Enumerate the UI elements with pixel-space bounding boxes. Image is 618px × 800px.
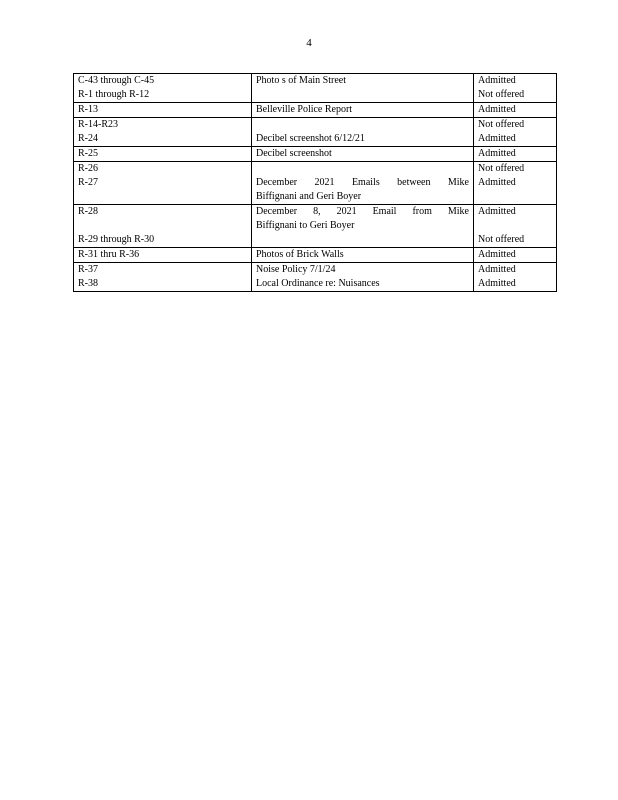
- exhibit-cell: [74, 205, 252, 248]
- blank-line: [478, 219, 552, 233]
- exhibit-description: Local Ordinance re: Nuisances: [256, 278, 380, 289]
- table-row: [74, 118, 557, 147]
- exhibit-status: Not offered: [478, 89, 525, 100]
- status-cell: [474, 248, 557, 263]
- exhibit-number: R-24: [78, 133, 98, 144]
- blank-line: [256, 162, 469, 176]
- exhibit-description: Belleville Police Report: [256, 104, 353, 115]
- exhibit-number: R-38: [78, 278, 98, 289]
- description-cell: [252, 263, 474, 292]
- exhibit-description: Biffignani to Geri Boyer: [256, 220, 355, 231]
- status-cell: [474, 74, 557, 103]
- exhibit-status: Admitted: [478, 264, 516, 275]
- table-row: [74, 74, 557, 103]
- exhibit-table: [73, 73, 557, 292]
- exhibit-status: Admitted: [478, 206, 516, 217]
- description-cell: [252, 147, 474, 162]
- exhibit-description: December 8, 2021 Email from Mike: [256, 206, 469, 217]
- table-row: [74, 263, 557, 292]
- table-row: [74, 103, 557, 118]
- exhibit-number: R-25: [78, 148, 98, 159]
- exhibit-status: Admitted: [478, 133, 516, 144]
- table-row: [74, 162, 557, 205]
- exhibit-cell: [74, 248, 252, 263]
- status-cell: [474, 147, 557, 162]
- description-cell: [252, 103, 474, 118]
- exhibit-status: Not offered: [478, 234, 525, 245]
- exhibit-status: Admitted: [478, 148, 516, 159]
- exhibit-number: R-27: [78, 177, 98, 188]
- table-row: [74, 147, 557, 162]
- status-cell: [474, 162, 557, 205]
- exhibit-cell: [74, 118, 252, 147]
- exhibit-status: Admitted: [478, 278, 516, 289]
- exhibit-status: Admitted: [478, 104, 516, 115]
- exhibit-description: Photos of Brick Walls: [256, 249, 344, 260]
- table-row: [74, 248, 557, 263]
- exhibit-number: R-26: [78, 163, 98, 174]
- exhibit-number: R-29 through R-30: [78, 234, 155, 245]
- exhibit-status: Admitted: [478, 75, 516, 86]
- exhibit-status: Admitted: [478, 249, 516, 260]
- description-cell: [252, 248, 474, 263]
- description-cell: [252, 118, 474, 147]
- exhibit-cell: [74, 103, 252, 118]
- blank-line: [256, 118, 469, 132]
- exhibit-number: R-1 through R-12: [78, 89, 150, 100]
- exhibit-status: Admitted: [478, 177, 516, 188]
- status-cell: [474, 118, 557, 147]
- table-row: [74, 205, 557, 248]
- exhibit-number: R-31 thru R-36: [78, 249, 140, 260]
- page-number: 4: [306, 37, 312, 49]
- status-cell: [474, 263, 557, 292]
- description-cell: [252, 74, 474, 103]
- exhibit-cell: [74, 74, 252, 103]
- exhibit-cell: [74, 147, 252, 162]
- exhibit-description: December 2021 Emails between Mike: [256, 177, 469, 188]
- exhibit-description: Decibel screenshot: [256, 148, 332, 159]
- description-cell: [252, 205, 474, 248]
- status-cell: [474, 205, 557, 248]
- exhibit-number: R-28: [78, 206, 98, 217]
- blank-line: [78, 219, 247, 233]
- exhibit-cell: [74, 162, 252, 205]
- exhibit-cell: [74, 263, 252, 292]
- exhibit-description: Photo s of Main Street: [256, 75, 346, 86]
- exhibit-description: Decibel screenshot 6/12/21: [256, 133, 365, 144]
- exhibit-status: Not offered: [478, 163, 525, 174]
- exhibit-number: C-43 through C-45: [78, 75, 155, 86]
- description-cell: [252, 162, 474, 205]
- exhibit-description: Biffignani and Geri Boyer: [256, 191, 362, 202]
- exhibit-status: Not offered: [478, 119, 525, 130]
- exhibit-number: R-37: [78, 264, 98, 275]
- exhibit-number: R-14-R23: [78, 119, 118, 130]
- exhibit-number: R-13: [78, 104, 98, 115]
- status-cell: [474, 103, 557, 118]
- exhibit-description: Noise Policy 7/1/24: [256, 264, 336, 275]
